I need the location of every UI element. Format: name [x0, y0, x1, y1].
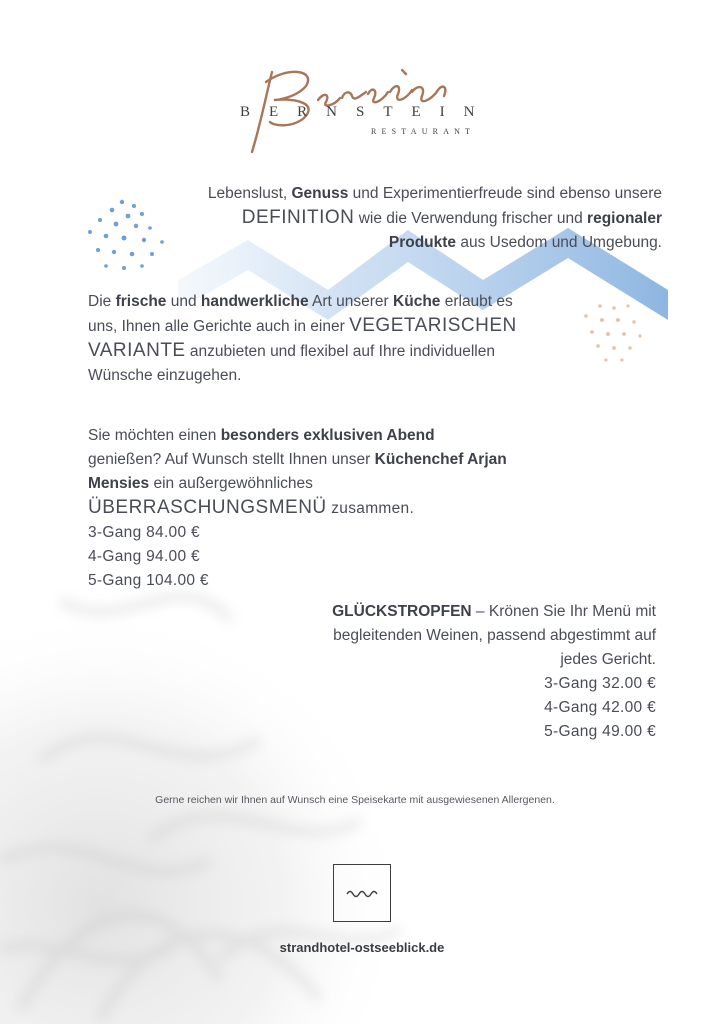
- wine-price-5: 5-Gang 49.00 €: [544, 723, 656, 740]
- exclusive-paragraph: [88, 424, 508, 593]
- wine-paragraph: [300, 600, 656, 744]
- decorative-dots-peach: [578, 300, 648, 366]
- wine-price-3: 3-Gang 32.00 €: [544, 675, 656, 692]
- intro-text: Lebenslust,: [207, 185, 292, 202]
- intro-text: wie die Verwendung frischer und: [354, 210, 588, 227]
- wine-title: GLÜCKSTROPFEN: [332, 603, 472, 620]
- exclusive-text: ein außergewöhnliches: [149, 475, 313, 492]
- wine-text: – Krönen Sie Ihr Menü mit begleitenden Weinen, passend abgestimmt auf jedes Gericht.: [333, 603, 656, 668]
- wave-icon: [346, 887, 378, 899]
- website-link[interactable]: strandhotel-ostseeblick.de: [279, 940, 445, 955]
- allergen-note: Gerne reichen wir Ihnen auf Wunsch eine Speisekarte mit ausgewiesenen Allergenen.: [155, 794, 555, 806]
- surprise-price-5: 5-Gang 104.00 €: [88, 572, 209, 589]
- intro-paragraph: [200, 182, 662, 255]
- chef-name: Küchenchef Arjan Mensies: [88, 451, 507, 492]
- kitchen-highlight: frische: [115, 293, 167, 310]
- brand-subtitle: RESTAURANT: [371, 127, 476, 136]
- intro-text: und Experimentierfreude sind ebenso unsere: [348, 185, 662, 202]
- decorative-dots-blue: [84, 196, 180, 276]
- kitchen-highlight: Küche: [393, 293, 441, 310]
- kitchen-text: Art unserer: [308, 293, 394, 310]
- wine-price-4: 4-Gang 42.00 €: [544, 699, 656, 716]
- intro-highlight-products: regionaler Produkte: [388, 210, 662, 251]
- exclusive-caps-surprise: ÜBERRASCHUNGSMENÜ: [88, 497, 327, 518]
- hotel-logo-box: [333, 864, 391, 922]
- kitchen-caps-vegetarian: VEGETARISCHEN VARIANTE: [88, 315, 517, 361]
- exclusive-text: genießen? Auf Wunsch stellt Ihnen unser: [88, 451, 375, 468]
- kitchen-text: und: [166, 293, 201, 310]
- kitchen-text: erlaubt es uns, Ihnen alle Gerichte auch in einer: [88, 293, 513, 335]
- surprise-price-4: 4-Gang 94.00 €: [88, 548, 200, 565]
- intro-caps-definition: DEFINITION: [241, 207, 355, 228]
- brand-name: BERNSTEIN: [240, 104, 494, 120]
- kitchen-highlight: handwerkliche: [200, 293, 309, 310]
- intro-text: aus Usedom und Umgebung.: [456, 234, 662, 251]
- exclusive-highlight: besonders exklusiven Abend: [220, 427, 435, 444]
- exclusive-text: Sie möchten einen: [88, 427, 221, 444]
- kitchen-paragraph: [88, 290, 528, 388]
- kitchen-text: anzubieten und flexibel auf Ihre individuellen Wünsche einzugehen.: [88, 343, 495, 384]
- exclusive-text: zusammen.: [326, 500, 415, 517]
- intro-highlight-genuss: Genuss: [291, 185, 349, 202]
- surprise-price-3: 3-Gang 84.00 €: [88, 524, 200, 541]
- kitchen-text: Die: [88, 293, 116, 310]
